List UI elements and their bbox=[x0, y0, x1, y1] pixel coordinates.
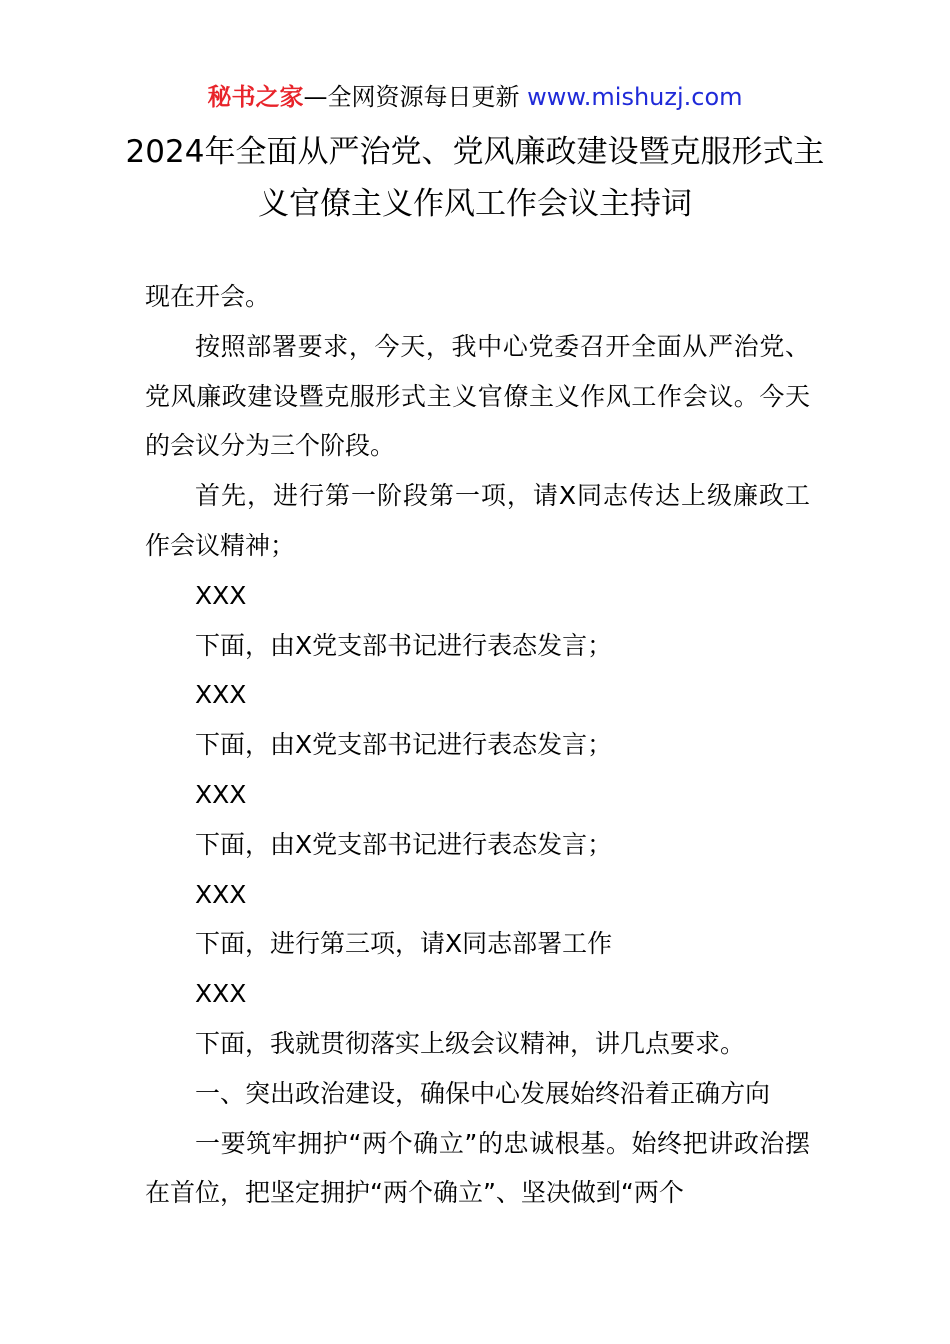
paragraph: 下面，由X党支部书记进行表态发言； bbox=[195, 730, 613, 760]
paragraph-opening: 现在开会。 bbox=[145, 282, 271, 311]
paragraph: 下面，由X党支部书记进行表态发言； bbox=[195, 630, 613, 660]
speaker-placeholder: XXX bbox=[195, 779, 247, 809]
document-body bbox=[145, 272, 810, 1218]
speaker-placeholder: XXX bbox=[195, 580, 247, 610]
paragraph: 首先，进行第一阶段第一项，请X同志传达上级廉政工作会议精神； bbox=[145, 481, 810, 560]
site-url-link[interactable]: www.mishuzj.com bbox=[527, 83, 743, 111]
site-header bbox=[0, 80, 950, 114]
document-title: 2024年全面从严治党、党风廉政建设暨克服形式主义官僚主义作风工作会议主持词 bbox=[125, 134, 825, 222]
section-heading: 一、突出政治建设，确保中心发展始终沿着正确方向 bbox=[195, 1078, 771, 1108]
paragraph: 按照部署要求，今天，我中心党委召开全面从严治党、党风廉政建设暨克服形式主义官僚主义作风工作会议。今天的会议分为三个阶段。 bbox=[145, 331, 810, 461]
brand-name: 秘书之家 bbox=[207, 83, 304, 111]
speaker-placeholder: XXX bbox=[195, 879, 247, 909]
paragraph: 一要筑牢拥护“两个确立”的忠诚根基。始终把讲政治摆在首位，把坚定拥护“两个确立”、坚决做到“两个 bbox=[145, 1128, 810, 1208]
paragraph: 下面，我就贯彻落实上级会议精神，讲几点要求。 bbox=[195, 1028, 746, 1058]
speaker-placeholder: XXX bbox=[195, 979, 247, 1009]
header-tagline: —全网资源每日更新 bbox=[303, 83, 520, 111]
paragraph: 下面，进行第三项，请X同志部署工作 bbox=[195, 929, 613, 959]
speaker-placeholder: XXX bbox=[195, 680, 247, 710]
paragraph: 下面，由X党支部书记进行表态发言； bbox=[195, 829, 613, 859]
